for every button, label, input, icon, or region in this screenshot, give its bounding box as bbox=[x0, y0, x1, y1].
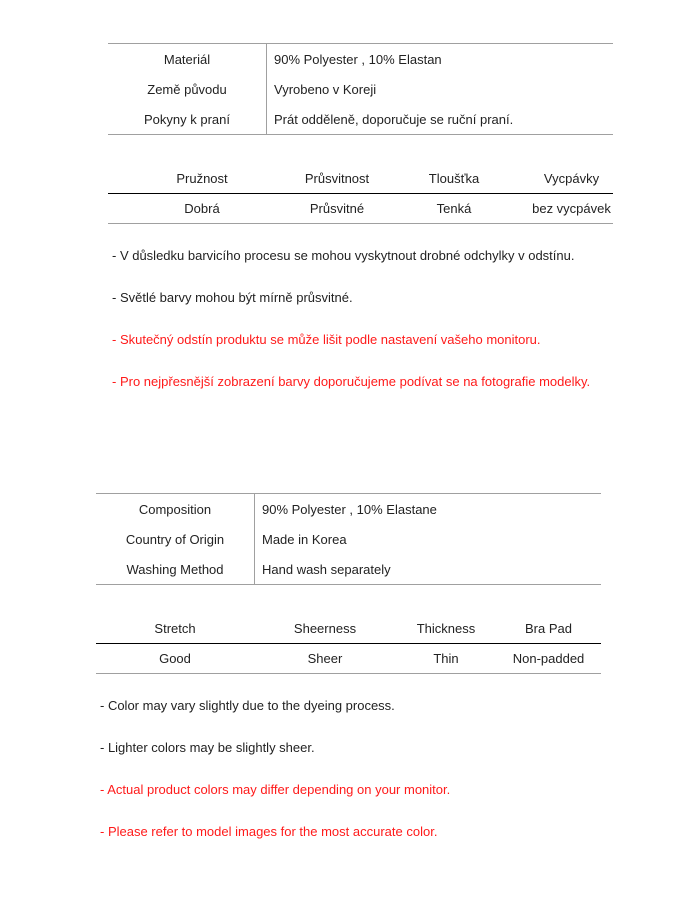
spec-label: Composition bbox=[96, 494, 255, 524]
cz-attribute-table bbox=[108, 164, 613, 224]
en-attribute-table bbox=[96, 614, 601, 674]
attribute-header: Průsvitnost bbox=[304, 171, 370, 186]
spec-value: Vyrobeno v Koreji bbox=[274, 81, 377, 97]
cz-spec-table bbox=[108, 43, 613, 135]
spec-row bbox=[108, 44, 613, 74]
warning-note-text: - Please refer to model images for the most accurate color. bbox=[100, 824, 438, 839]
spec-label: Země původu bbox=[108, 74, 267, 104]
attribute-value: bez vycpávek bbox=[532, 201, 611, 216]
spec-row bbox=[108, 104, 613, 134]
attribute-value: Sheer bbox=[307, 651, 343, 666]
note-text: - Lighter colors may be slightly sheer. bbox=[100, 740, 315, 755]
spec-label: Country of Origin bbox=[96, 524, 255, 554]
spec-value: Made in Korea bbox=[262, 531, 347, 547]
attribute-header: Pružnost bbox=[176, 171, 228, 186]
attribute-value: Non-padded bbox=[512, 651, 585, 666]
attribute-header: Thickness bbox=[416, 621, 476, 636]
attribute-value: Tenká bbox=[436, 201, 472, 216]
spec-value: 90% Polyester , 10% Elastan bbox=[274, 51, 442, 67]
spec-row bbox=[96, 554, 601, 584]
attribute-value: Good bbox=[159, 651, 191, 666]
warning-note-text: - Skutečný odstín produktu se může lišit podle nastavení vašeho monitoru. bbox=[112, 332, 541, 347]
attribute-header: Sheerness bbox=[293, 621, 357, 636]
attribute-header: Vycpávky bbox=[543, 171, 600, 186]
spec-row bbox=[96, 494, 601, 524]
attribute-value: Dobrá bbox=[184, 201, 220, 216]
warning-note-text: - Actual product colors may differ depending on your monitor. bbox=[100, 782, 451, 797]
attribute-header: Bra Pad bbox=[525, 621, 572, 636]
spec-row bbox=[96, 524, 601, 554]
spec-value: Prát odděleně, doporučuje se ruční praní. bbox=[274, 111, 514, 127]
attribute-header-row bbox=[108, 164, 613, 194]
attribute-header-row bbox=[96, 614, 601, 644]
attribute-value: Průsvitné bbox=[309, 201, 365, 216]
attribute-header: Stretch bbox=[154, 621, 196, 636]
en-spec-table bbox=[96, 493, 601, 585]
attribute-value: Thin bbox=[433, 651, 459, 666]
spec-value: Hand wash separately bbox=[262, 561, 391, 577]
note-text: - Světlé barvy mohou být mírně průsvitné. bbox=[112, 290, 353, 305]
note-text: - Color may vary slightly due to the dyeing process. bbox=[100, 698, 395, 713]
spec-label: Washing Method bbox=[96, 554, 255, 584]
attribute-header: Tloušťka bbox=[428, 171, 480, 186]
spec-value: 90% Polyester , 10% Elastane bbox=[262, 501, 437, 517]
attribute-value-row bbox=[96, 644, 601, 674]
note-text: - V důsledku barvicího procesu se mohou vyskytnout drobné odchylky v odstínu. bbox=[112, 248, 575, 263]
spec-label: Pokyny k praní bbox=[108, 104, 267, 134]
spec-row bbox=[108, 74, 613, 104]
warning-note-text: - Pro nejpřesnější zobrazení barvy doporučujeme podívat se na fotografie modelky. bbox=[112, 374, 591, 389]
attribute-value-row bbox=[108, 194, 613, 224]
spec-label: Materiál bbox=[108, 44, 267, 74]
